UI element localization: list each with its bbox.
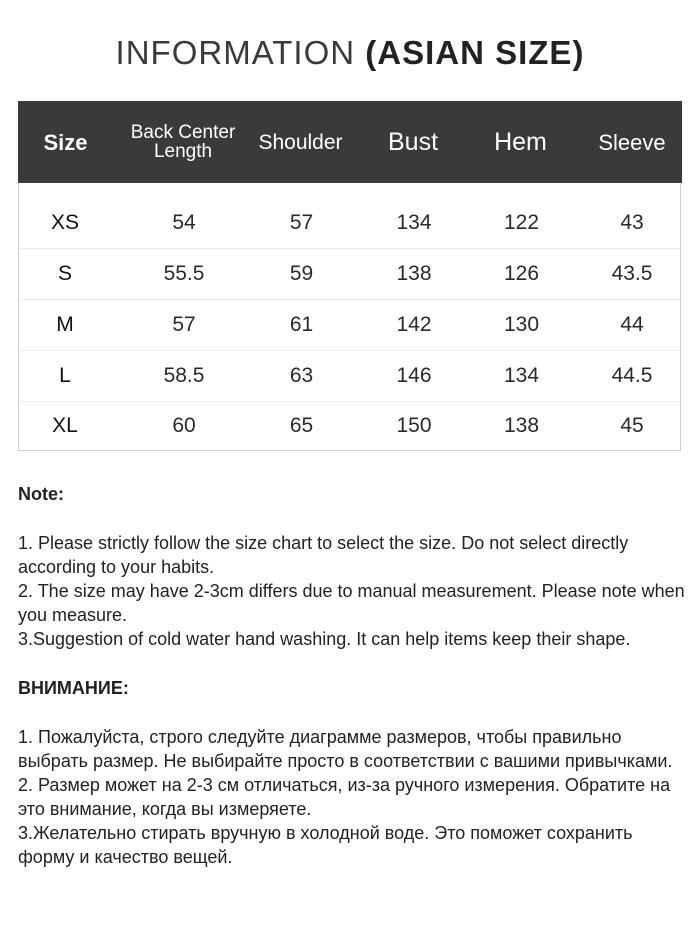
table-row	[19, 197, 680, 249]
header-bust: Bust	[387, 127, 439, 156]
cell-hem: 130	[503, 312, 540, 336]
header-size: Size	[43, 129, 88, 155]
table-row	[19, 350, 680, 402]
cell-sleeve: 44	[620, 312, 644, 336]
cell-sleeve: 44.5	[611, 363, 653, 387]
note-en-item-3: 3.Suggestion of cold water hand washing. It can help items keep their shape.	[18, 629, 631, 649]
cell-hem: 126	[503, 261, 540, 285]
cell-sleeve: 45	[620, 413, 644, 437]
cell-shoulder: 59	[289, 261, 314, 285]
cell-sleeve: 43.5	[611, 261, 653, 285]
cell-shoulder: 65	[289, 413, 314, 437]
cell-sleeve: 43	[620, 210, 644, 234]
cell-shoulder: 61	[289, 312, 314, 336]
size-table-header	[18, 101, 682, 183]
note-en-item-1: 1. Please strictly follow the size chart to select the size. Do not select directly according to your habits.	[18, 533, 629, 577]
page-title	[0, 34, 700, 72]
cell-size: L	[59, 363, 71, 387]
cell-back-center-length: 55.5	[163, 261, 205, 285]
cell-shoulder: 63	[289, 363, 314, 387]
cell-back-center-length: 57	[172, 312, 196, 336]
cell-bust: 142	[396, 312, 432, 336]
notes-section	[18, 482, 688, 869]
cell-hem: 134	[503, 363, 540, 387]
note-en-item-2: 2. The size may have 2-3cm differs due to manual measurement. Please note when you measure.	[18, 581, 685, 625]
title-bold: (ASIAN SIZE)	[365, 34, 585, 71]
table-row	[19, 299, 680, 351]
cell-size: XS	[50, 210, 79, 234]
cell-size: XL	[52, 413, 78, 437]
cell-hem: 138	[503, 413, 540, 437]
cell-size: M	[56, 312, 74, 336]
size-table	[18, 101, 681, 451]
cell-size: S	[57, 261, 72, 285]
note-heading-ru: ВНИМАНИЕ:	[18, 678, 129, 698]
cell-hem: 122	[503, 210, 540, 234]
header-sleeve: Sleeve	[598, 129, 666, 155]
table-row	[19, 248, 680, 300]
cell-bust: 134	[396, 210, 432, 234]
cell-back-center-length: 60	[172, 413, 196, 437]
header-back-center-length: Back Center Length	[130, 122, 236, 162]
note-heading-en: Note:	[18, 484, 64, 504]
cell-back-center-length: 54	[172, 210, 196, 234]
header-shoulder: Shoulder	[258, 130, 343, 154]
cell-bust: 146	[396, 363, 432, 387]
header-hem: Hem	[494, 127, 547, 156]
note-ru-item-3: 3.Желательно стирать вручную в холодной воде. Это поможет сохранить форму и качество вещей.	[18, 823, 633, 867]
cell-shoulder: 57	[289, 210, 314, 234]
note-ru-item-2: 2. Размер может на 2-3 см отличаться, из-за ручного измерения. Обратите на это внимание, когда вы измеряете.	[18, 775, 671, 819]
cell-bust: 150	[396, 413, 432, 437]
title-light: INFORMATION	[115, 34, 356, 71]
cell-back-center-length: 58.5	[163, 363, 205, 387]
table-row	[19, 400, 680, 451]
note-ru-item-1: 1. Пожалуйста, строго следуйте диаграмме размеров, чтобы правильно выбрать размер. Не выбирайте просто в соответствии с вашими привычками.	[18, 727, 673, 771]
cell-bust: 138	[396, 261, 432, 285]
